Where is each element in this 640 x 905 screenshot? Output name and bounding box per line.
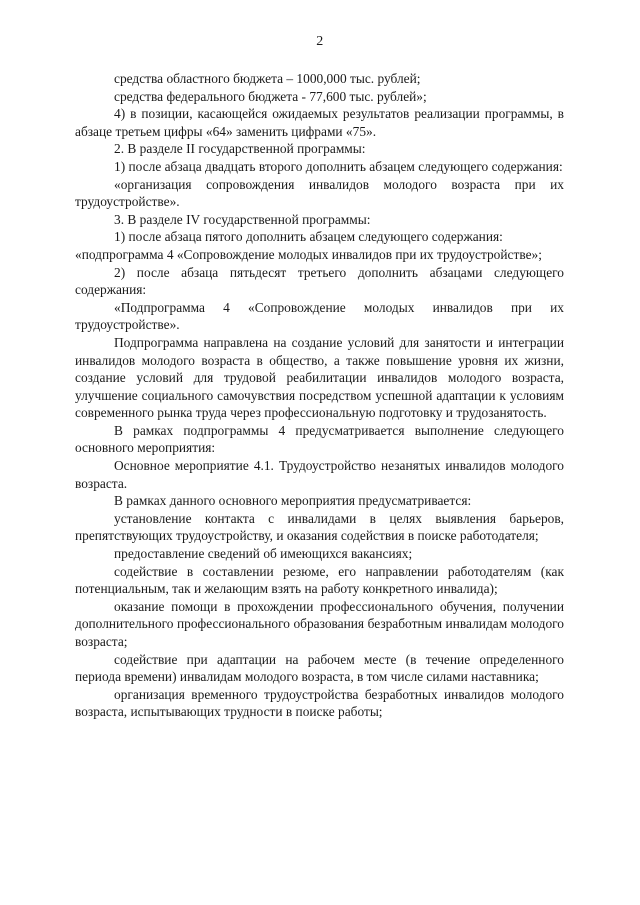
paragraph: 2. В разделе II государственной программы: — [114, 141, 366, 157]
paragraph: В рамках подпрограммы 4 предусматривается выполнение следующего основного мероприятия: — [75, 422, 564, 456]
paragraph: «подпрограмма 4 «Сопровождение молодых инвалидов при их трудоустройстве»; — [75, 246, 542, 262]
paragraph: 2) после абзаца пятьдесят третьего дополнить абзацами следующего содержания: — [75, 264, 564, 298]
paragraph: «Подпрограмма 4 «Сопровождение молодых инвалидов при их трудоустройстве». — [75, 299, 564, 333]
paragraph: содействие при адаптации на рабочем месте (в течение определенного периода времени) инвалидам молодого возраста, в том числе силами наставника; — [75, 651, 564, 685]
paragraph: «организация сопровождения инвалидов молодого возраста при их трудоустройстве». — [75, 176, 564, 210]
paragraph: 1) после абзаца пятого дополнить абзацем следующего содержания: — [114, 229, 503, 245]
paragraph: 4) в позиции, касающейся ожидаемых результатов реализации программы, в абзаце третьем цифры «64» заменить цифрами «75». — [75, 106, 564, 139]
paragraph: В рамках данного основного мероприятия предусматривается: — [114, 493, 472, 509]
page-number: 2 — [316, 34, 324, 49]
paragraph: Подпрограмма направлена на создание условий для занятости и интеграции инвалидов молодого возраста в общество, а также повышение уровня их жизни, создание условий для трудовой реабилитации инвалидов молодого возраста, улучшение социального самочувствия посредством успешной адаптации к условиям современного рынка труда через профессиональную подготовку и трудозанятость. — [75, 334, 564, 421]
paragraph: организация временного трудоустройства безработных инвалидов молодого возраста, испытывающих трудности в поиске работы; — [75, 686, 564, 720]
document-body — [75, 70, 564, 721]
paragraph: средства федерального бюджета - 77,600 тыс. рублей»; — [114, 88, 427, 104]
paragraph: Основное мероприятие 4.1. Трудоустройство незанятых инвалидов молодого возраста. — [75, 458, 564, 491]
paragraph: содействие в составлении резюме, его направлении работодателям (как потенциальным, так и желающим взять на работу конкретного инвалида); — [75, 563, 564, 597]
paragraph: предоставление сведений об имеющихся вакансиях; — [114, 546, 413, 562]
paragraph: установление контакта с инвалидами в целях выявления барьеров, препятствующих трудоустройству, и оказания содействия в поиске работодателя; — [75, 510, 564, 544]
paragraph: оказание помощи в прохождении профессионального обучения, получении дополнительного профессионального образования безработным инвалидам молодого возраста; — [75, 598, 564, 649]
paragraph: 1) после абзаца двадцать второго дополнить абзацем следующего содержания: — [114, 158, 563, 174]
paragraph: 3. В разделе IV государственной программы: — [114, 211, 371, 227]
paragraph: средства областного бюджета – 1000,000 тыс. рублей; — [114, 71, 421, 86]
